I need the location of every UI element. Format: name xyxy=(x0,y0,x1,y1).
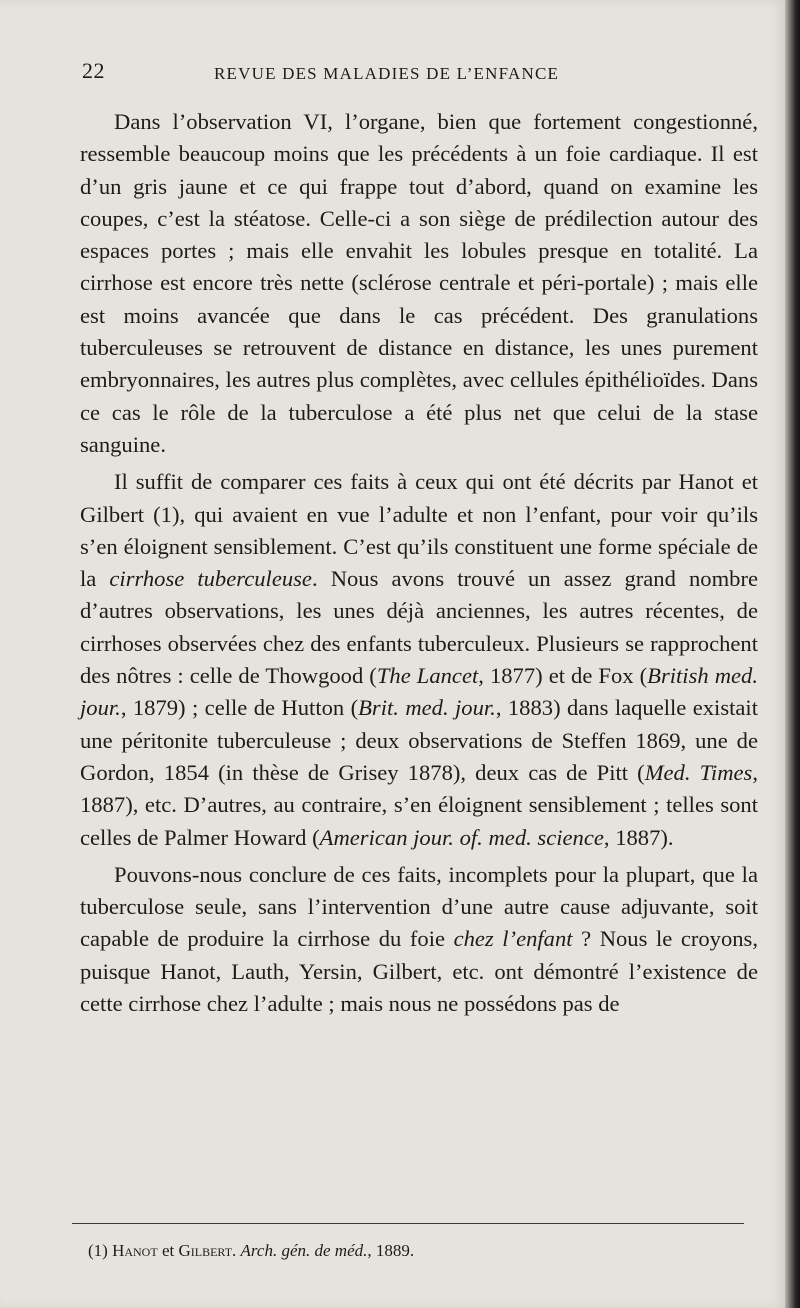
page-header xyxy=(82,58,745,88)
footnote-source: Arch. gén. de méd. xyxy=(240,1241,368,1260)
footnote-marker: (1) xyxy=(88,1241,108,1260)
text-run: Pouvons-nous conclure de ces faits, incomplets pour la plupart, que la tuberculose seule, sans l’intervention d’une autre cause adjuvante, soit capable de produire la cirrhose du foie xyxy=(80,861,758,952)
footnote-year: , 1889. xyxy=(367,1241,415,1260)
text-run: Il suffit de comparer ces faits à ceux qui ont été décrits par Hanot et Gilbert (1), qui avaient en vue l’adulte et non l’enfant, pour voir qu’ils s’en éloignent sensiblement. C’est qu’ils constituent une forme spéciale de la xyxy=(80,469,758,592)
paragraph xyxy=(80,106,758,461)
italic-text-run: American jour. of. med. science xyxy=(319,824,604,850)
italic-text-run: cirrhose tuberculeuse xyxy=(109,566,312,592)
footnote-author: Hanot xyxy=(112,1241,158,1260)
paragraph xyxy=(80,859,758,1020)
paragraph xyxy=(80,466,758,854)
italic-text-run: The Lancet xyxy=(376,663,479,689)
page-number: 22 xyxy=(82,58,105,83)
text-run: , 1879) ; celle de Hutton ( xyxy=(120,695,359,721)
text-run: , 1887), etc. D’autres, au contraire, s’en éloignent sensiblement ; telles sont celles de Palmer Howard ( xyxy=(80,759,758,850)
page-edge-shadow xyxy=(785,0,800,1308)
text-run: Dans l’observation VI, l’organe, bien que fortement congestionné, ressemble beaucoup moins que les précédents à un foie cardiaque. Il est d’un gris jaune et ce qui frappe tout d’abord, quand on examine les coupes, c’est la stéatose. Celle-ci a son siège de prédilection autour des espaces portes ; mais elle envahit les lobules presque en totalité. La cirrhose est encore très nette (sclérose centrale et péri-portale) ; mais elle est moins avancée que dans le cas précédent. Des granulations tuberculeuses se retrouvent de distance en distance, les unes purement embryonnaires, les autres plus complètes, avec cellules épithélioïdes. Dans ce cas le rôle de la tuberculose a été plus net que celui de la stase sanguine. xyxy=(80,109,758,457)
text-run: ? Nous le croyons, puisque Hanot, Lauth, Yersin, Gilbert, etc. ont démontré l’existence de cette cirrhose chez l’adulte ; mais nous ne possédons pas de xyxy=(80,926,758,1017)
footnote-author: Gilbert. xyxy=(178,1241,237,1260)
italic-text-run: chez l’enfant xyxy=(453,926,573,952)
body-text xyxy=(80,106,758,1020)
footnote xyxy=(88,1239,748,1263)
running-title: REVUE DES MALADIES DE L’ENFANCE xyxy=(214,64,560,83)
text-run: , 1883) dans laquelle existait une péritonite tuberculeuse ; deux observations de Steffen 1869, une de Gordon, 1854 (in thèse de Grisey 1878), deux cas de Pitt ( xyxy=(80,695,758,785)
italic-text-run: British med. jour. xyxy=(80,663,758,721)
text-run: , 1877) et de Fox ( xyxy=(478,663,648,689)
footnote-rule xyxy=(72,1223,744,1224)
text-run: , 1887). xyxy=(603,824,674,850)
italic-text-run: Brit. med. jour. xyxy=(358,695,496,721)
italic-text-run: Med. Times xyxy=(644,759,753,785)
text-run: . Nous avons trouvé un assez grand nombre d’autres observations, les unes déjà anciennes, les autres récentes, de cirrhoses observées chez des enfants tuberculeux. Plusieurs se rapprochent des nôtres : celle de Thowgood ( xyxy=(80,566,758,689)
footnote-conjunction: et xyxy=(161,1241,175,1260)
